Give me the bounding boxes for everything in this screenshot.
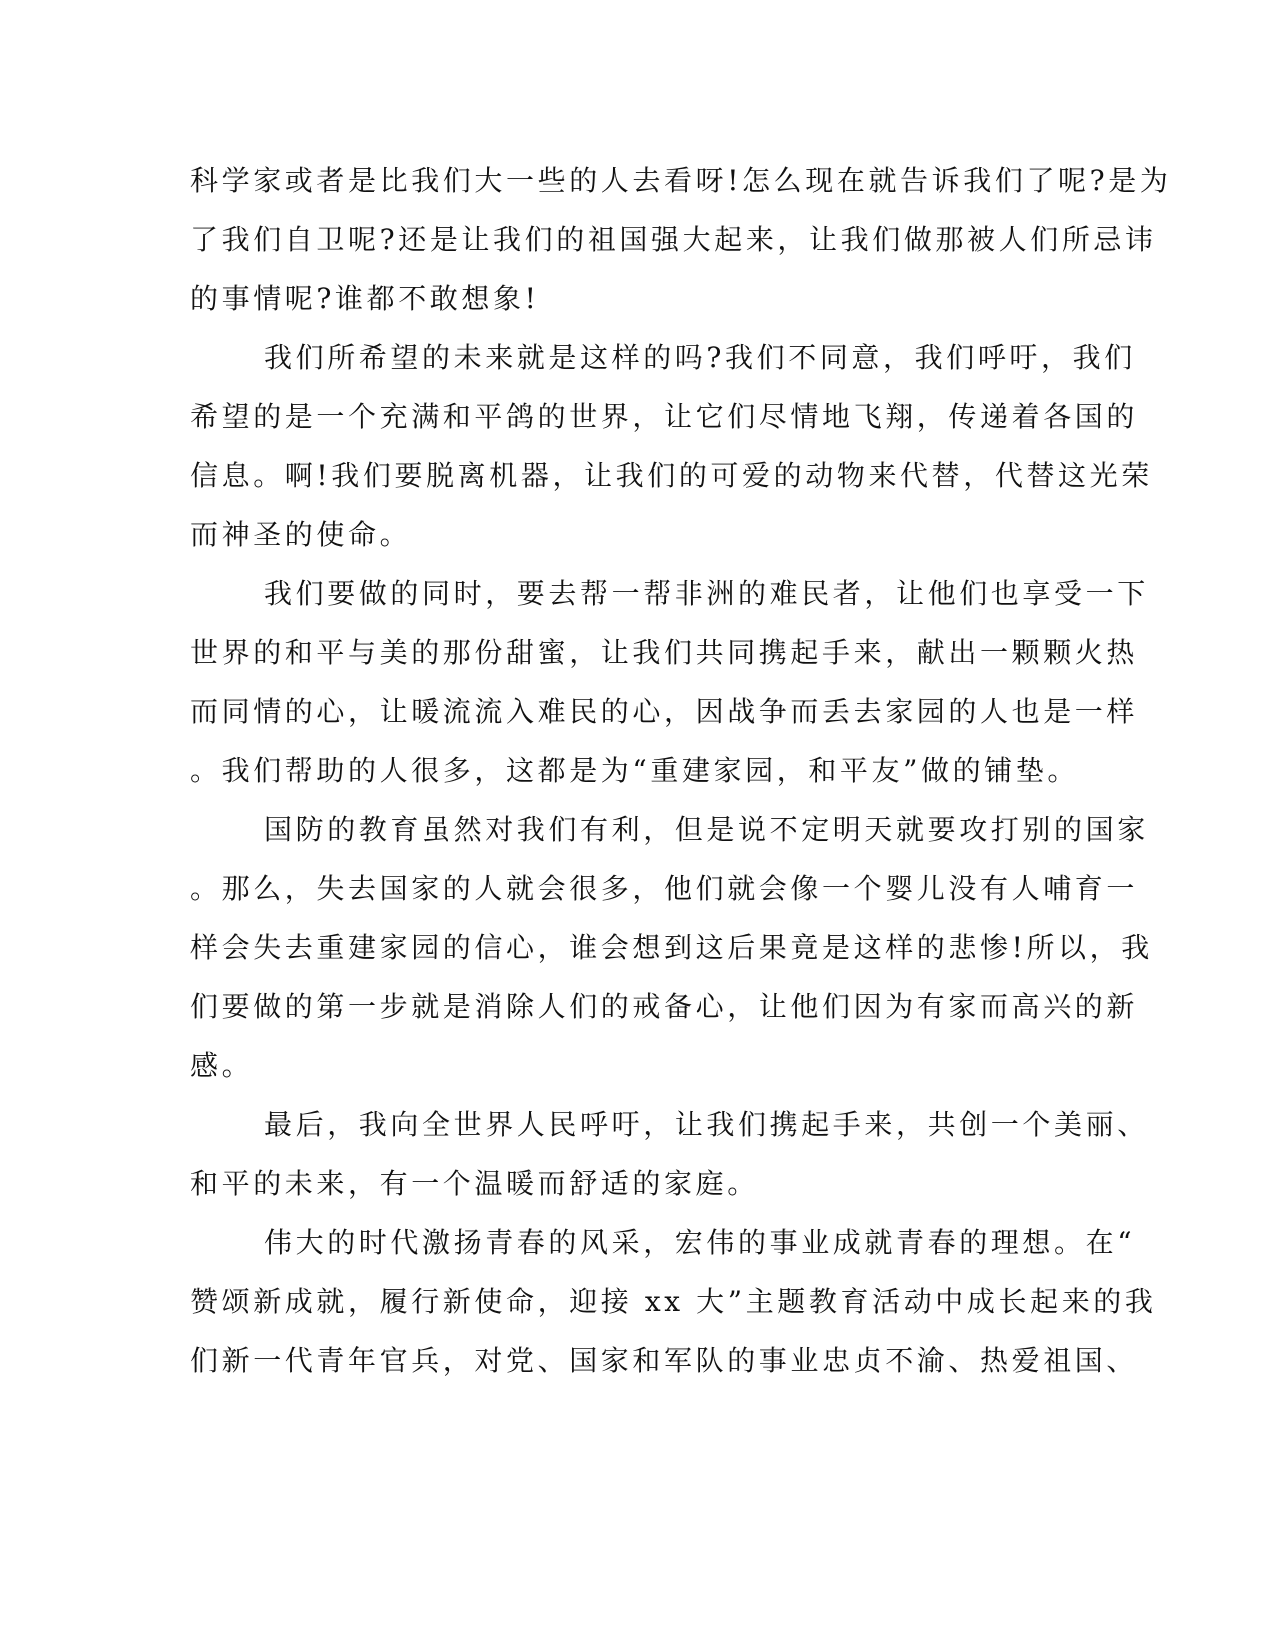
- paragraph-first-line: 国防的教育虽然对我们有利，但是说不定明天就要攻打别的国家: [264, 813, 1149, 846]
- text-line: 而神圣的使命。: [190, 518, 412, 551]
- text-line: 。那么，失去国家的人就会很多，他们就会像一个婴儿没有人哺育一: [190, 872, 1139, 905]
- paragraph-first-line: 伟大的时代激扬青春的风采，宏伟的事业成就青春的理想。在“: [264, 1226, 1136, 1259]
- text-line: 科学家或者是比我们大一些的人去看呀!怎么现在就告诉我们了呢?是为: [190, 164, 1172, 197]
- text-line: 信息。啊!我们要脱离机器，让我们的可爱的动物来代替，代替这光荣: [190, 459, 1153, 492]
- text-line: 。我们帮助的人很多，这都是为“重建家园，和平友”做的铺垫。: [190, 754, 1080, 787]
- paragraph-first-line: 我们要做的同时，要去帮一帮非洲的难民者，让他们也享受一下: [264, 577, 1149, 610]
- paragraph-first-line: 最后，我向全世界人民呼吁，让我们携起手来，共创一个美丽、: [264, 1108, 1149, 1141]
- paragraph-first-line: 我们所希望的未来就是这样的吗?我们不同意，我们呼吁，我们: [264, 341, 1136, 374]
- text-line: 们新一代青年官兵，对党、国家和军队的事业忠贞不渝、热爱祖国、: [190, 1344, 1139, 1377]
- text-line: 样会失去重建家园的信心，谁会想到这后果竟是这样的悲惨!所以，我: [190, 931, 1153, 964]
- text-line: 而同情的心，让暖流流入难民的心，因战争而丢去家园的人也是一样: [190, 695, 1139, 728]
- text-line: 们要做的第一步就是消除人们的戒备心，让他们因为有家而高兴的新: [190, 990, 1139, 1023]
- text-line: 了我们自卫呢?还是让我们的祖国强大起来，让我们做那被人们所忌讳: [190, 223, 1157, 256]
- text-line: 和平的未来，有一个温暖而舒适的家庭。: [190, 1167, 759, 1200]
- text-line: 感。: [190, 1049, 254, 1082]
- text-line: 希望的是一个充满和平鸽的世界，让它们尽情地飞翔，传递着各国的: [190, 400, 1139, 433]
- text-line: 的事情呢?谁都不敢想象!: [190, 282, 540, 315]
- text-line: 赞颂新成就，履行新使命，迎接 xx 大”主题教育活动中成长起来的我: [190, 1285, 1157, 1318]
- text-line: 世界的和平与美的那份甜蜜，让我们共同携起手来，献出一颗颗火热: [190, 636, 1139, 669]
